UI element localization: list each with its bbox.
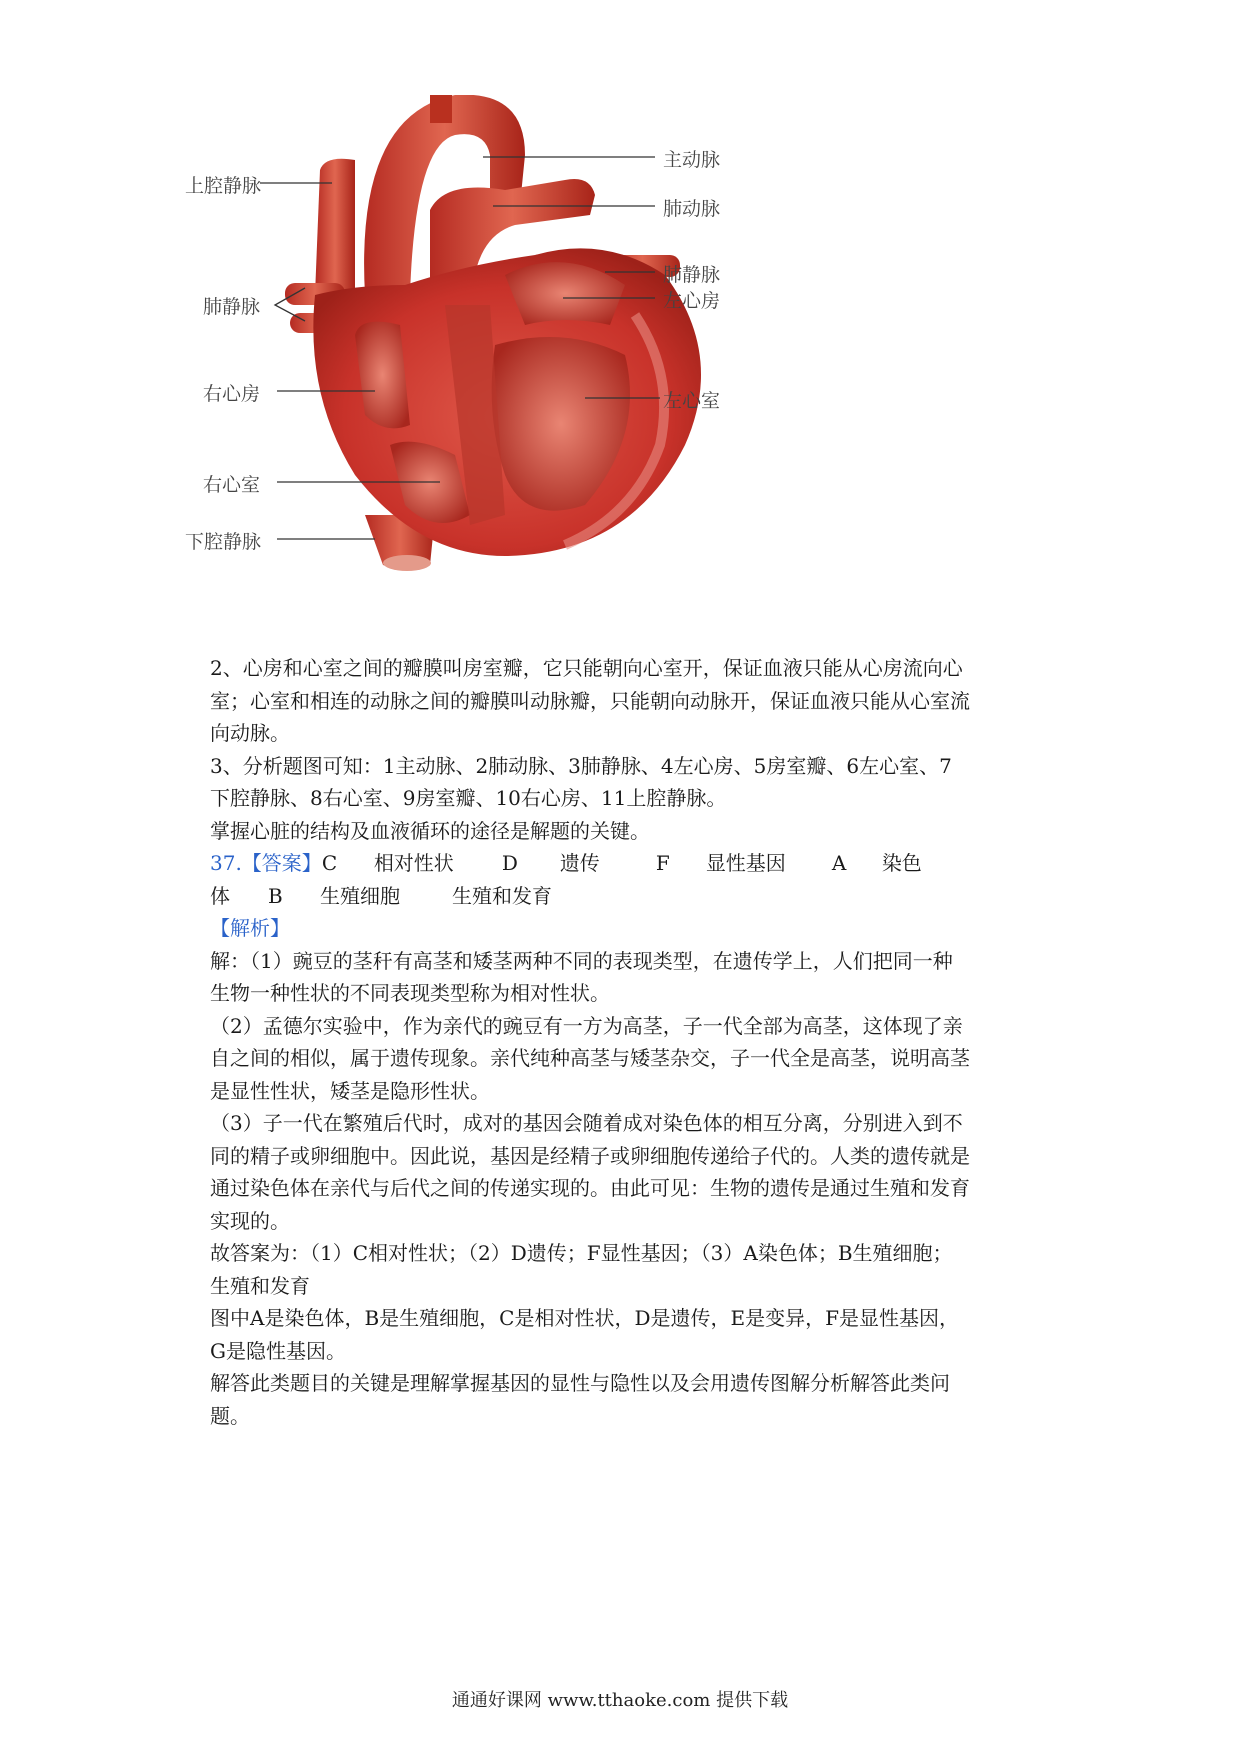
leader-lines: [205, 95, 835, 645]
document-body: [210, 652, 1040, 1432]
text-line: （3）子一代在繁殖后代时，成对的基因会随着成对染色体的相互分离，分别进入到不: [210, 1111, 963, 1135]
answer-item: D: [501, 851, 518, 875]
question-number: 37.【答案】: [210, 851, 322, 875]
text-line: 题。: [210, 1403, 250, 1428]
label-aorta: 主动脉: [663, 149, 721, 171]
label-right-ventricle: 右心室: [203, 474, 261, 496]
analysis-tag: 【解析】: [210, 916, 290, 940]
text-line: 下腔静脉、8右心室、9房室瓣、10右心房、11上腔静脉。: [210, 786, 727, 810]
label-right-atrium: 右心房: [203, 383, 261, 405]
text-line: 生物一种性状的不同表现类型称为相对性状。: [210, 981, 610, 1005]
answer-line-37-cont: [210, 880, 1040, 913]
text-line: 通过染色体在亲代与后代之间的传递实现的。由此可见：生物的遗传是通过生殖和发育: [210, 1176, 970, 1200]
answer-line-37: [210, 847, 1040, 880]
text-line: 是显性性状，矮茎是隐形性状。: [210, 1078, 490, 1103]
answer-item: 染色: [881, 851, 922, 875]
text-line: 3、分析题图可知：1主动脉、2肺动脉、3肺静脉、4左心房、5房室瓣、6左心室、7: [210, 753, 952, 778]
text-line: 向动脉。: [210, 721, 290, 745]
heart-diagram: [185, 95, 835, 645]
answer-item: B: [268, 883, 283, 908]
answer-item: F: [655, 851, 670, 875]
text-line: 解答此类题目的关键是理解掌握基因的显性与隐性以及会用遗传图解分析解答此类问: [210, 1371, 950, 1395]
text-line: 解：（1）豌豆的茎秆有高茎和矮茎两种不同的表现类型，在遗传学上，人们把同一种: [210, 948, 953, 973]
text-line: G是隐性基因。: [210, 1338, 346, 1363]
label-superior-vena-cava: 上腔静脉: [185, 175, 262, 197]
label-pulmonary-vein-left: 肺静脉: [663, 264, 721, 286]
text-line: 实现的。: [210, 1208, 290, 1233]
answer-item: 生殖和发育: [452, 883, 552, 908]
text-line: 同的精子或卵细胞中。因此说，基因是经精子或卵细胞传递给子代的。人类的遗传就是: [210, 1143, 970, 1168]
label-pulmonary-artery: 肺动脉: [663, 198, 721, 220]
text-line: 故答案为：（1）C相对性状；（2）D遗传；F显性基因；（3）A染色体；B生殖细胞；: [210, 1241, 953, 1265]
answer-item: C: [321, 851, 338, 875]
answer-item: 生殖细胞: [320, 883, 400, 908]
text-line: 生殖和发育: [210, 1273, 310, 1298]
answer-item: 相对性状: [373, 851, 454, 875]
text-line: 掌握心脏的结构及血液循环的途径是解题的关键。: [210, 818, 650, 843]
text-line: 图中A是染色体，B是生殖细胞，C是相对性状，D是遗传，E是变异，F是显性基因，: [210, 1306, 959, 1330]
answer-item: 遗传: [559, 851, 600, 875]
answer-item: 体: [210, 883, 230, 908]
text-line: 2、心房和心室之间的瓣膜叫房室瓣，它只能朝向心室开，保证血液只能从心房流向心: [210, 656, 963, 680]
label-left-ventricle: 左心室: [663, 390, 721, 412]
text-line: 室；心室和相连的动脉之间的瓣膜叫动脉瓣，只能朝向动脉开，保证血液只能从心室流: [210, 688, 970, 713]
text-line: 自之间的相似，属于遗传现象。亲代纯种高茎与矮茎杂交，子一代全是高茎，说明高茎: [210, 1046, 970, 1070]
text-line: （2）孟德尔实验中，作为亲代的豌豆有一方为高茎，子一代全部为高茎，这体现了亲: [210, 1013, 963, 1038]
label-pulmonary-vein-right: 肺静脉: [203, 296, 261, 318]
page-footer: 通通好课网 www.tthaoke.com 提供下载: [451, 1690, 789, 1711]
answer-item: A: [831, 851, 847, 875]
label-left-atrium: 左心房: [663, 290, 721, 312]
answer-item: 显性基因: [705, 851, 786, 875]
label-inferior-vena-cava: 下腔静脉: [185, 531, 262, 553]
